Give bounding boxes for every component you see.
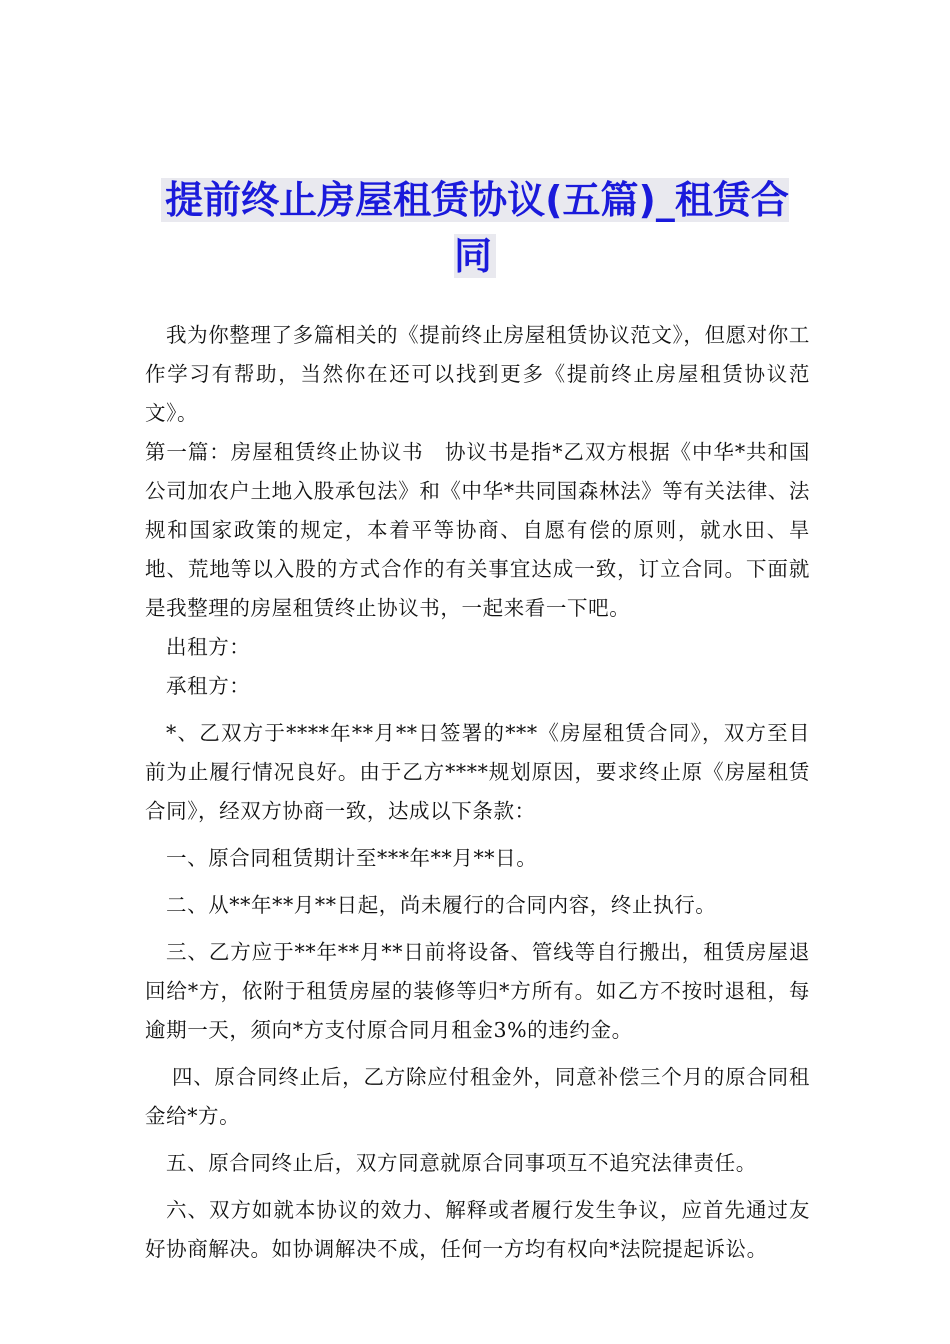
paragraph-clause-2: 二、从**年**月**日起，尚未履行的合同内容，终止执行。 bbox=[166, 893, 717, 917]
paragraph-clause-1: 一、原合同租赁期计至***年**月**日。 bbox=[166, 846, 538, 870]
paragraph-intro: 我为你整理了多篇相关的《提前终止房屋租赁协议范文》，但愿对你工作学习有帮助，当然你在还可以找到更多《提前终止房屋租赁协议范文》。 bbox=[145, 323, 810, 425]
paragraph-agreement-background: *、乙双方于****年**月**日签署的***《房屋租赁合同》，双方至目前为止履行情况良好。由于乙方****规划原因，要求终止原《房屋租赁合同》，经双方协商一致，达成以下条款： bbox=[145, 721, 810, 823]
paragraph-clause-5: 五、原合同终止后，双方同意就原合同事项互不追究法律责任。 bbox=[166, 1151, 757, 1175]
paragraph-lessor: 出租方： bbox=[166, 635, 251, 659]
paragraph-clause-6: 六、双方如就本协议的效力、解释或者履行发生争议，应首先通过友好协商解决。如协调解决不成，任何一方均有权向*法院提起诉讼。 bbox=[145, 1198, 810, 1261]
paragraph-clause-4: 四、原合同终止后，乙方除应付租金外，同意补偿三个月的原合同租金给*方。 bbox=[145, 1065, 810, 1128]
paragraph-lessee: 承租方： bbox=[166, 674, 251, 698]
paragraph-clause-3: 三、乙方应于**年**月**日前将设备、管线等自行搬出，租赁房屋退回给*方，依附于租赁房屋的装修等归*方所有。如乙方不按时退租，每逾期一天，须向*方支付原合同月租金3%的违约金。 bbox=[145, 940, 810, 1042]
document-title-text: 提前终止房屋租赁协议(五篇)_租赁合同 bbox=[161, 178, 789, 278]
document-body bbox=[145, 316, 810, 1269]
document-title bbox=[150, 172, 800, 284]
paragraph-article-one: 第一篇：房屋租赁终止协议书 协议书是指*乙双方根据《中华*共和国公司加农户土地入股承包法》和《中华*共同国森林法》等有关法律、法规和国家政策的规定，本着平等协商、自愿有偿的原则，就水田、旱地、荒地等以入股的方式合作的有关事宜达成一致，订立合同。下面就是我整理的房屋租赁终止协议书，一起来看一下吧。 bbox=[145, 440, 810, 620]
